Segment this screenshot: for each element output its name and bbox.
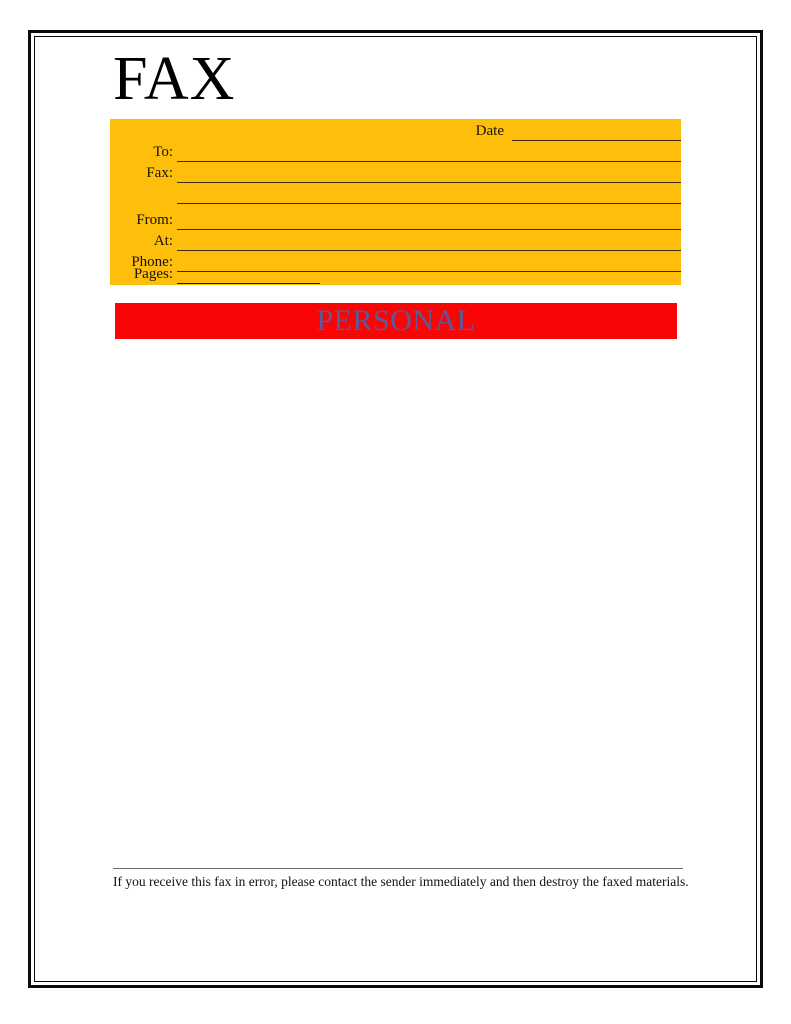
- field-rule-fax[interactable]: [177, 182, 681, 183]
- personal-banner: [115, 303, 677, 339]
- field-at: [110, 232, 681, 253]
- field-label-date: Date: [475, 123, 504, 139]
- field-to: [110, 143, 681, 164]
- field-rule-to[interactable]: [177, 161, 681, 162]
- field-pages: [110, 265, 681, 285]
- field-label-from: From:: [136, 212, 173, 228]
- field-rule-from[interactable]: [177, 229, 681, 230]
- field-rule-blank-1[interactable]: [177, 203, 681, 204]
- field-rule-pages[interactable]: [177, 283, 320, 284]
- field-label-at: At:: [153, 233, 173, 249]
- field-blank-1: [110, 185, 681, 206]
- page-title: FAX: [113, 45, 236, 113]
- personal-banner-label: PERSONAL: [316, 304, 476, 337]
- field-rule-at[interactable]: [177, 250, 681, 251]
- footer-disclaimer: If you receive this fax in error, please contact the sender immediately and then destroy the faxed materials.: [113, 874, 689, 889]
- field-rule-date[interactable]: [512, 140, 681, 141]
- field-from: [110, 211, 681, 232]
- field-label-pages: Pages:: [133, 266, 173, 282]
- field-date: [440, 121, 681, 143]
- field-fax: [110, 164, 681, 185]
- footer-divider: [113, 868, 683, 869]
- fax-header-form: [110, 119, 681, 285]
- field-label-fax: Fax:: [146, 165, 173, 181]
- field-label-phone: Phone:: [131, 254, 173, 270]
- field-label-to: To:: [153, 144, 173, 160]
